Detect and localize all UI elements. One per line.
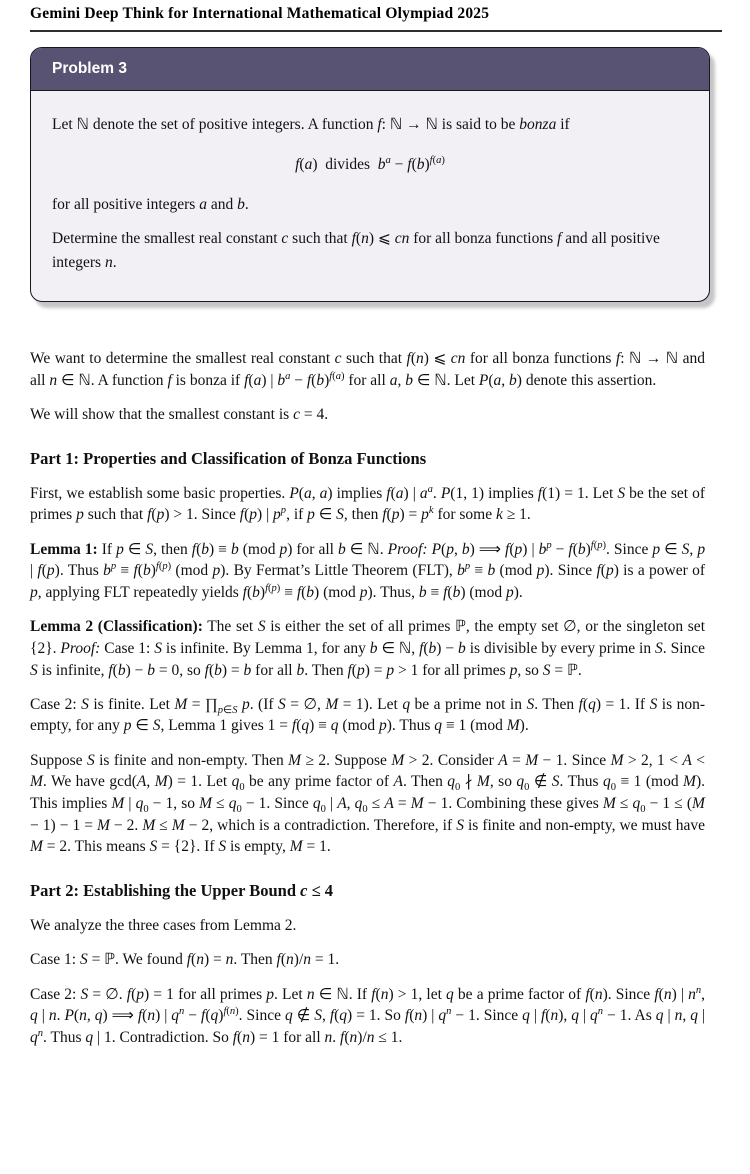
paragraph-upper-case1: Case 1: S = ℙ. We found f(n) = n. Then f(n)/n = 1. (30, 951, 340, 969)
paragraph-lemma1: Lemma 1: If p ∈ S, then f(b) ≡ b (mod p) for all b ∈ ℕ. Proof: P(p, b) ⟹ f(p) | $b^p - f(b)^{f(p)}$. Since p ∈ S, p | f(p). Thus $b^p \equiv f(b)^{f(p)}$ (mod p). By Fermat’s Little Theorem (FLT), $b^p \equiv b$ (mod p). Since f(p) is a power of p, applying FLT repeatedly yields $f(b)^{f(p)} \equiv f(b)$ (mod p). Thus, b ≡ f(b) (mod p). (30, 539, 706, 601)
document-title: Gemini Deep Think for International Mathematical Olympiad 2025 (30, 5, 490, 22)
problem-condition-text: for all positive integers a and b. (52, 196, 249, 214)
paragraph-claim: We will show that the smallest constant is c = 4. (30, 405, 329, 423)
problem-box-header (31, 48, 709, 91)
problem-equation: f(a) divides $b^a - f(b)^{f(a)}$ (295, 154, 445, 174)
paragraph-basic-properties: First, we establish some basic properties. P(a, a) implies f(a) | $a^a$. P(1, 1) implies f(1) = 1. Let S be the set of primes p such that f(p) > 1. Since f(p) | $p^p$, if p ∈ S, then $f(p) = p^k$ for some k ≥ 1. (30, 483, 706, 524)
paragraph-analyze-cases: We analyze the three cases from Lemma 2. (30, 917, 297, 935)
paragraph-lemma2: Lemma 2 (Classification): The set S is either the set of all primes ℙ, the empty set ∅, or the singleton set {2}. Proof: Case 1: S is infinite. By Lemma 1, for any b ∈ ℕ, f(b) − b is divisible by every prime in S. Since S is infinite, f(b) − b = 0, so f(b) = b for all b. Then f(p) = p > 1 for all primes p, so S = ℙ. (30, 618, 706, 679)
paragraph-finite-nonempty: Suppose S is finite and non-empty. Then M ≥ 2. Suppose M > 2. Consider A = M − 1. Since M > 2, 1 < A < M. We have gcd(A, M) = 1. Let $q_0$ be any prime factor of A. Then $q_0$ ∤ M, so $q_0$ ∉ S. Thus $q_0 \equiv 1$ (mod M). This implies M | $q_0 - 1$, so $M \le q_0 - 1$. Since $q_0$ | A, $q_0 \le A = M - 1$. Combining these gives $M \le q_0 - 1 \le (M - 1) - 1 = M - 2$. M ≤ M − 2, which is a contradiction. Therefore, if S is finite and non-empty, we must have M = 2. This means S = {2}. If S is empty, M = 1. (30, 751, 705, 856)
problem-question-text: Determine the smallest real constant c such that f(n) ⩽ cn for all bonza functions f and all positive integers n. (52, 230, 660, 272)
problem-intro-text: Let ℕ denote the set of positive integers. A function f: ℕ → ℕ is said to be bonza if (52, 116, 570, 133)
solution-body (30, 348, 705, 1049)
problem-box-body (31, 91, 709, 301)
heading-part2: Part 2: Establishing the Upper Bound c ≤ 4 (30, 881, 334, 901)
paragraph-setup: We want to determine the smallest real constant c such that f(n) ⩽ cn for all bonza functions f: ℕ → ℕ and all n ∈ ℕ. A function f is bonza if f(a) | $b^a - f(b)^{f(a)}$ for all a, b ∈ ℕ. Let P(a, b) denote this assertion. (30, 350, 706, 389)
paragraph-upper-case2: Case 2: S = ∅. f(p) = 1 for all primes p. Let n ∈ ℕ. If f(n) > 1, let q be a prime factor of f(n). Since f(n) | $n^n$, q | n. P(n, q) ⟹ f(n) | $q^n - f(q)^{f(n)}$. Since q ∉ S, f(q) = 1. So f(n) | $q^n - 1$. Since q | f(n), q | $q^n - 1$. As q | n, q | $q^n$. Thus q | 1. Contradiction. So f(n) = 1 for all n. f(n)/n ≤ 1. (30, 984, 706, 1046)
problem-box (30, 47, 710, 302)
page-header (30, 5, 750, 32)
problem-title: Problem 3 (52, 60, 127, 77)
paragraph-case2-finite: Case 2: S is finite. Let $M = \prod_{p\in S}$ p. (If S = ∅, M = 1). Let q be a prime not in S. Then f(q) = 1. If S is non-empty, for any p ∈ S, Lemma 1 gives 1 = f(q) ≡ q (mod p). Thus q ≡ 1 (mod M). (30, 695, 706, 735)
header-rule (30, 30, 722, 32)
heading-part1: Part 1: Properties and Classification of Bonza Functions (30, 448, 427, 468)
